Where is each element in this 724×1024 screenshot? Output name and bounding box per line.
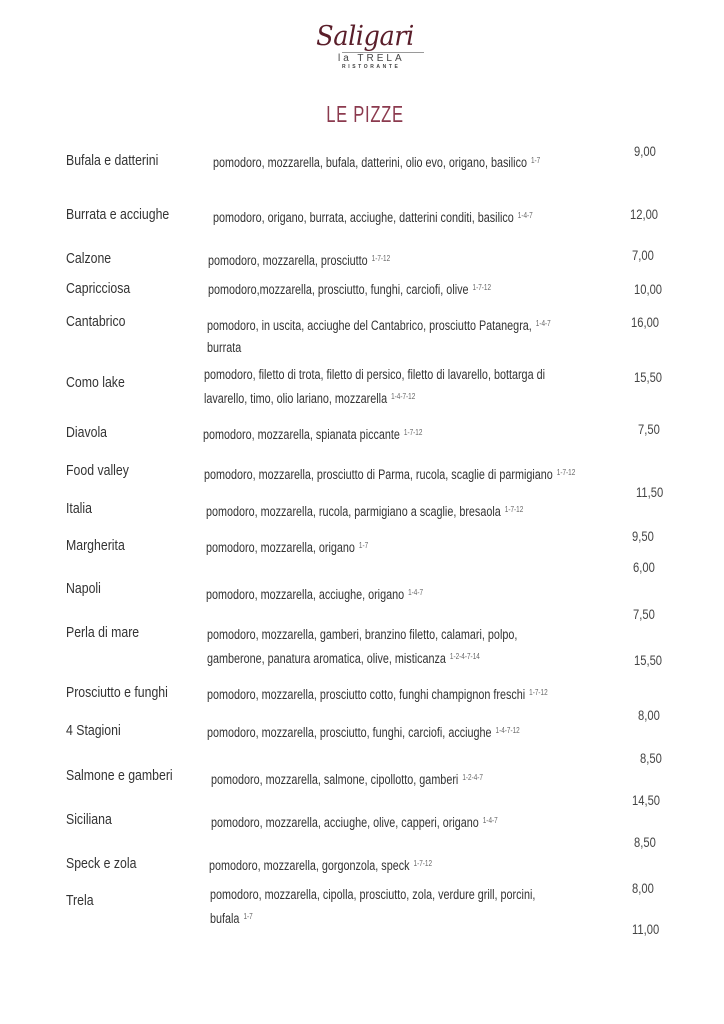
pizza-ingredients xyxy=(207,313,551,359)
ingredients-text: pomodoro, mozzarella, acciughe, olive, capperi, origano xyxy=(211,815,479,830)
allergen-codes: 1-4-7-12 xyxy=(495,726,520,735)
price: 8,00 xyxy=(632,880,654,896)
ingredients-text: pomodoro, in uscita, acciughe del Cantabrico, prosciutto Patanegra, xyxy=(207,318,532,333)
allergen-codes: 1-2-4-7-14 xyxy=(449,652,480,661)
pizza-ingredients xyxy=(210,884,535,930)
ingredients-text: pomodoro, mozzarella, spianata piccante xyxy=(203,427,400,442)
allergen-codes: 1-7-12 xyxy=(403,428,423,437)
ingredients-text: pomodoro, mozzarella, prosciutto xyxy=(208,253,368,268)
ingredients-text: pomodoro, mozzarella, cipolla, prosciutto, zola, verdure grill, porcini, xyxy=(210,887,536,902)
allergen-codes: 1-4-7 xyxy=(535,319,551,328)
pizza-name: Margherita xyxy=(66,537,125,554)
logo-subtitle: la TRELA xyxy=(338,53,405,64)
pizza-ingredients xyxy=(208,248,390,272)
ingredients-text: pomodoro, mozzarella, prosciutto, funghi, carciofi, acciughe xyxy=(207,725,492,740)
ingredients-text: pomodoro, mozzarella, origano xyxy=(206,540,355,555)
ingredients-text-line2: lavarello, timo, olio lariano, mozzarella xyxy=(204,391,388,406)
ingredients-text: pomodoro, origano, burrata, acciughe, datterini conditi, basilico xyxy=(213,210,514,225)
price: 11,00 xyxy=(632,921,660,937)
pizza-name: Diavola xyxy=(66,424,108,441)
price: 14,50 xyxy=(632,792,661,808)
ingredients-text: pomodoro, mozzarella, salmone, cipollotto, gamberi xyxy=(211,772,459,787)
restaurant-logo xyxy=(300,22,430,71)
pizza-ingredients xyxy=(206,535,368,559)
allergen-codes: 1-4-7-12 xyxy=(391,392,416,401)
logo-script: Saligari xyxy=(316,21,414,52)
pizza-ingredients xyxy=(211,767,483,791)
pizza-name: Perla di mare xyxy=(66,624,140,641)
logo-subtitle-2: RISTORANTE xyxy=(342,64,401,70)
price: 8,00 xyxy=(638,707,660,723)
pizza-ingredients xyxy=(203,422,422,446)
ingredients-text: pomodoro, mozzarella, prosciutto di Parma, rucola, scaglie di parmigiano xyxy=(204,467,553,482)
pizza-ingredients xyxy=(208,277,491,301)
price: 15,50 xyxy=(634,369,663,385)
pizza-name: Italia xyxy=(66,500,92,517)
price: 9,50 xyxy=(632,528,654,544)
pizza-ingredients xyxy=(207,682,548,706)
pizza-name: Food valley xyxy=(66,462,129,479)
ingredients-text-line2: gamberone, panatura aromatica, olive, misticanza xyxy=(207,651,446,666)
price: 7,50 xyxy=(638,421,660,437)
ingredients-text: pomodoro, mozzarella, acciughe, origano xyxy=(206,587,405,602)
allergen-codes: 1-7 xyxy=(358,541,369,550)
pizza-name: Speck e zola xyxy=(66,855,137,872)
pizza-name: Calzone xyxy=(66,250,112,267)
pizza-name: Cantabrico xyxy=(66,313,126,330)
pizza-name: Burrata e acciughe xyxy=(66,206,170,223)
pizza-name: Salmone e gamberi xyxy=(66,767,173,784)
pizza-name: Trela xyxy=(66,892,94,909)
price: 8,50 xyxy=(634,834,656,850)
pizza-ingredients xyxy=(206,499,523,523)
pizza-ingredients xyxy=(213,150,540,174)
allergen-codes: 1-7 xyxy=(243,912,253,921)
allergen-codes: 1-7 xyxy=(530,156,541,165)
price: 12,00 xyxy=(630,206,659,222)
price: 16,00 xyxy=(631,314,660,330)
pizza-ingredients xyxy=(209,853,432,877)
price: 7,00 xyxy=(632,247,654,263)
pizza-name: Napoli xyxy=(66,580,101,597)
pizza-ingredients xyxy=(204,462,575,486)
allergen-codes: 1-4-7 xyxy=(517,211,533,220)
pizza-name: Prosciutto e funghi xyxy=(66,684,168,701)
allergen-codes: 1-2-4-7 xyxy=(462,773,483,782)
allergen-codes: 1-4-7 xyxy=(408,588,424,597)
pizza-name: Capricciosa xyxy=(66,280,131,297)
allergen-codes: 1-7-12 xyxy=(504,505,524,514)
price: 6,00 xyxy=(633,559,655,575)
price: 9,00 xyxy=(634,143,656,159)
ingredients-text: pomodoro, mozzarella, bufala, datterini, olio evo, origano, basilico xyxy=(213,155,527,170)
pizza-name: Bufala e datterini xyxy=(66,152,159,169)
allergen-codes: 1-7-12 xyxy=(371,254,391,263)
price: 10,00 xyxy=(634,281,663,297)
pizza-name: Siciliana xyxy=(66,811,112,828)
pizza-ingredients xyxy=(207,624,517,670)
price: 7,50 xyxy=(633,606,655,622)
ingredients-text: pomodoro, mozzarella, rucola, parmigiano a scaglie, bresaola xyxy=(206,504,501,519)
allergen-codes: 1-7-12 xyxy=(472,283,492,292)
ingredients-text-line2: burrata xyxy=(207,340,242,355)
allergen-codes: 1-7-12 xyxy=(413,859,433,868)
pizza-ingredients xyxy=(213,205,533,229)
price: 11,50 xyxy=(636,484,664,500)
pizza-ingredients xyxy=(206,582,423,606)
ingredients-text: pomodoro, filetto di trota, filetto di persico, filetto di lavarello, bottarga di xyxy=(204,367,545,382)
allergen-codes: 1-7-12 xyxy=(529,688,548,697)
section-title: LE PIZZE xyxy=(326,101,404,127)
ingredients-text-line2: bufala xyxy=(210,911,240,926)
ingredients-text: pomodoro,mozzarella, prosciutto, funghi, carciofi, olive xyxy=(208,282,469,297)
price: 15,50 xyxy=(634,652,663,668)
allergen-codes: 1-4-7 xyxy=(482,816,498,825)
ingredients-text: pomodoro, mozzarella, gamberi, branzino filetto, calamari, polpo, xyxy=(207,627,518,642)
pizza-ingredients xyxy=(211,810,498,834)
pizza-name: 4 Stagioni xyxy=(66,722,121,739)
price: 8,50 xyxy=(640,750,662,766)
ingredients-text: pomodoro, mozzarella, prosciutto cotto, funghi champignon freschi xyxy=(207,687,526,702)
ingredients-text: pomodoro, mozzarella, gorgonzola, speck xyxy=(209,858,410,873)
allergen-codes: 1-7-12 xyxy=(556,468,576,477)
pizza-ingredients xyxy=(204,364,545,410)
pizza-name: Como lake xyxy=(66,374,125,391)
pizza-ingredients xyxy=(207,720,520,744)
